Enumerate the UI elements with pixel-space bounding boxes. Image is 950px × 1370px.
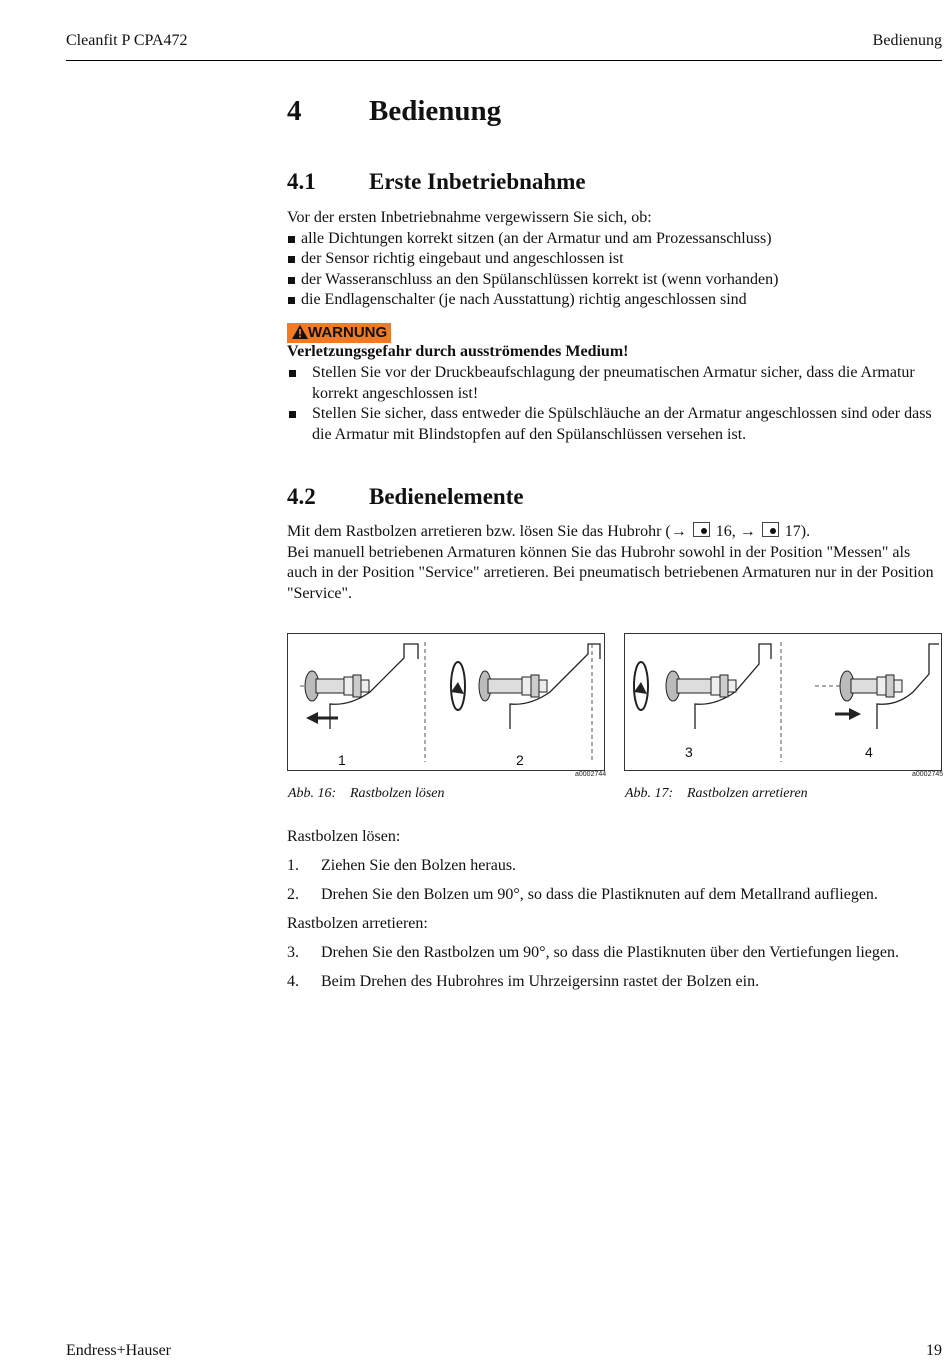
step-number: 3. <box>287 944 299 961</box>
figure-reference-link[interactable]: 16, <box>715 523 736 540</box>
figure-label: 2 <box>516 752 524 768</box>
procedure-subheading: Rastbolzen arretieren: <box>287 915 428 932</box>
figure-17 <box>624 633 942 771</box>
figure-code: a0002745 <box>912 771 944 778</box>
intro-text: Mit dem Rastbolzen arretieren bzw. lösen Sie das Hubrohr (→ 16, → 17). <box>287 523 811 540</box>
figure-label: 4 <box>865 744 873 760</box>
section-4-2-body <box>287 522 942 604</box>
section-number: 4.2 <box>287 484 316 509</box>
section-title: Erste Inbetriebnahme <box>369 169 586 194</box>
figure-code: a0002744 <box>575 771 607 778</box>
procedure-subheading: Rastbolzen lösen: <box>287 828 401 845</box>
figure-16 <box>287 633 605 771</box>
warning-badge <box>287 323 391 343</box>
text-fragment: Mit dem Rastbolzen arretieren bzw. lösen Sie das Hubrohr ( <box>287 523 671 540</box>
step-number: 2. <box>287 886 299 903</box>
header-product-name: Cleanfit P CPA472 <box>66 32 188 49</box>
footer-company: Endress+Hauser <box>66 1342 171 1359</box>
warning-triangle-icon <box>292 325 308 339</box>
step-number: 4. <box>287 973 299 990</box>
warning-list <box>287 363 942 445</box>
figure-label: 1 <box>338 752 346 768</box>
figure-caption <box>625 786 808 802</box>
caption-text: Rastbolzen arretieren <box>687 786 808 801</box>
warning-body <box>287 363 942 445</box>
checklist <box>287 229 942 311</box>
caption-number: Abb. 17: <box>625 786 674 801</box>
figure-reference-icon <box>762 522 779 537</box>
caption-number: Abb. 16: <box>288 786 337 801</box>
step-text: Drehen Sie den Bolzen um 90°, so dass die Plastiknuten auf dem Metallrand aufliegen. <box>321 886 878 903</box>
section-heading-4-1 <box>287 169 586 195</box>
procedure-step <box>287 973 759 991</box>
caption-text: Rastbolzen lösen <box>350 786 445 801</box>
section-number: 4.1 <box>287 169 316 194</box>
chapter-heading <box>287 95 501 128</box>
step-text: Beim Drehen des Hubrohres im Uhrzeigersinn rastet der Bolzen ein. <box>321 973 760 990</box>
warning-label: WARNUNG <box>308 324 388 341</box>
list-item: die Endlagenschalter (je nach Ausstattung) richtig angeschlossen sind <box>287 290 942 311</box>
header-divider <box>66 60 942 61</box>
figure-caption <box>288 786 445 802</box>
page-number: 19 <box>926 1342 942 1359</box>
paragraph: Bei manuell betriebenen Armaturen können Sie das Hubrohr sowohl in der Position "Messen" als auch in der Position "Service" arretieren. Bei pneumatisch betriebenen Armaturen nur in der Position "Service". <box>287 543 934 602</box>
procedure-step <box>287 944 899 962</box>
list-item: Stellen Sie sicher, dass entweder die Spülschläuche an der Armatur angeschlossen sind oder dass die Armatur mit Blindstopfen auf den Spülanschlüssen versehen ist. <box>287 404 942 445</box>
figure-reference-link[interactable]: 17). <box>784 523 811 540</box>
procedure-step <box>287 857 516 875</box>
list-item: alle Dichtungen korrekt sitzen (an der Armatur und am Prozessanschluss) <box>287 229 942 250</box>
step-text: Ziehen Sie den Bolzen heraus. <box>321 857 517 874</box>
step-text: Drehen Sie den Rastbolzen um 90°, so dass die Plastiknuten über den Vertiefungen liegen. <box>321 944 899 961</box>
list-item: Stellen Sie vor der Druckbeaufschlagung der pneumatischen Armatur sicher, dass die Armatur korrekt angeschlossen ist! <box>287 363 942 404</box>
list-item: der Sensor richtig eingebaut und angeschlossen ist <box>287 249 942 270</box>
warning-title: Verletzungsgefahr durch ausströmendes Medium! <box>287 343 629 360</box>
figure-reference-icon <box>693 522 710 537</box>
figure-17-drawing <box>625 634 941 770</box>
procedure-step <box>287 886 878 904</box>
chapter-number: 4 <box>287 95 302 127</box>
figure-16-drawing <box>288 634 604 770</box>
list-item: der Wasseranschluss an den Spülanschlüssen korrekt ist (wenn vorhanden) <box>287 270 942 291</box>
section-heading-4-2 <box>287 484 524 510</box>
procedure <box>287 828 942 998</box>
intro-text: Vor der ersten Inbetriebnahme vergewissern Sie sich, ob: <box>287 209 652 226</box>
chapter-title: Bedienung <box>369 95 502 127</box>
header-chapter-name: Bedienung <box>872 32 942 49</box>
section-title: Bedienelemente <box>369 484 524 509</box>
step-number: 1. <box>287 857 299 874</box>
figure-label: 3 <box>685 744 693 760</box>
section-4-1-body <box>287 208 942 311</box>
